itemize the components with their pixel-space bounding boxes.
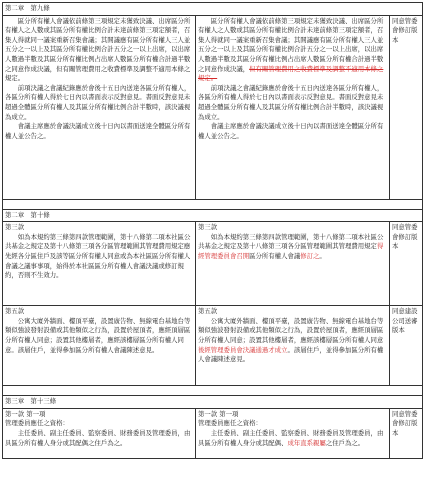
revised-text-cell	[196, 408, 390, 458]
revised-text: 主任委員、副主任委員、監察委員、財務委員及管理委員，由具區分所有權人身分或其配偶、	[198, 428, 384, 447]
table-row	[3, 306, 423, 386]
section-heading: 第三章 第十三條	[3, 396, 423, 409]
revised-paragraph	[198, 233, 387, 262]
clause-label: 第三款	[198, 223, 218, 232]
comparison-document	[2, 2, 422, 459]
review-note: 同意管委會修訂版本	[390, 15, 423, 199]
section-heading-row	[3, 209, 423, 222]
original-paragraph: 前項決議之會議紀錄應於會後十五日內送達各區分所有權人，各區分所有權人得於七日內以書面表示反對意見。書面反對意見未超過全體區分所有權人及其區分所有權比例合計半數時，該決議視為成立。	[5, 83, 191, 121]
original-text-cell	[3, 408, 196, 458]
amended-text: 得經管理委員會召開	[198, 242, 384, 260]
revised-text-cell	[196, 222, 390, 306]
section-heading-row	[3, 396, 423, 409]
section-gap	[3, 386, 423, 396]
revised-paragraph: 會議主席應於會議決議成立後十日內以書面送達全體區分所有權人並公告之。	[198, 122, 384, 140]
revised-text: 。	[319, 251, 326, 260]
clause-label: 第三款	[5, 223, 25, 232]
revised-text-cell	[196, 306, 390, 386]
clause-subheading: 管理委員應任之資格：	[5, 419, 69, 428]
original-text-cell	[3, 15, 196, 199]
section-heading-row	[3, 3, 423, 16]
revised-paragraph: 前項決議之會議紀錄應於會後十五日內送達各區分所有權人，各區分所有權人得於七日內以書面表示反對意見。書面反對意見未超過全體區分所有權人及其區分所有權比例合計半數時，該決議視為成立。	[198, 83, 384, 121]
revised-text: 如為本規約第三條第四款管理範圍，第十八條第二項本社區公共基金之規定及第十八條第三項各分區管理範圍其管理費用規定	[198, 232, 384, 251]
original-text-cell	[3, 222, 196, 306]
revised-text: 。該層住戶，並得參加區分所有權人會議陳述意見。	[198, 345, 384, 364]
revised-paragraph	[198, 17, 387, 84]
amended-text: 後經管理委員會決議通過才成立	[198, 345, 288, 354]
review-note: 同意管委會修訂版本	[390, 408, 423, 458]
original-paragraph: 會議主席應於會議決議成立後十日內以書面送達全體區分所有權人並公告之。	[5, 122, 191, 140]
clause-label: 第一款 第一項	[198, 409, 239, 418]
amended-text: 成年直系親屬	[287, 438, 326, 447]
original-paragraph: 公寓大廈外牆面、樓頂平臺，設置廣告物、無線電台基地台等類似強波發射設備或其他類似之行為，設置於屋頂者，應經頂層區分所有權人同意；設置其他樓層者，應經該樓層區分所有權人同意。該層住戶，並得參加區分所有權人會議陳述意見。	[5, 316, 191, 354]
review-note: 同意建設公司送審版本	[390, 306, 423, 386]
deleted-text: 但有關管理費用之收費標準及調整不適用本條之規定。	[198, 64, 384, 83]
revised-text-cell	[196, 15, 390, 199]
revised-paragraph	[198, 429, 387, 448]
clause-label: 第五款	[5, 307, 25, 316]
section-heading: 第二章 第九條	[3, 3, 423, 16]
original-paragraph: 區分所有權人會議依前條第三項規定未獲致決議、出席區分所有權人之人數或其區分所有權比例合計未達前條第三項定額者，召集人得就同一議案重新召集會議；其開議應有區分所有權人三人並五分之一以上及其區分所有權比例合計五分之一以上出席，以出席人數過半數及其區分所有權比例占出席人數區分所有權合計過半數之同意作成決議，但有關管理費用之收費標準及調整不適用本條之規定。	[5, 16, 191, 83]
clause-label: 第一款 第一項	[5, 409, 46, 418]
clause-label: 第五款	[198, 307, 218, 316]
clause-subheading: 管理委員應任之資格：	[198, 419, 262, 428]
table-row	[3, 15, 423, 199]
section-gap	[3, 199, 423, 209]
amended-text: 修訂之	[300, 251, 320, 260]
revised-text: 區分所有權人會議	[249, 251, 301, 260]
revised-text: 區分所有權人會議依前條第三項規定未獲致決議、出席區分所有權人之人數或其區分所有權比例合計未達前條第三項定額者，召集人得就同一議案重新召集會議；其開議應有區分所有權人三人並五分之一以上及其區分所有權比例合計五分之一以上出席，以出席人數過半數及其區分所有權比例占出席人數區分所有權合計過半數之同意作成決議，	[198, 16, 384, 73]
revised-text: 公寓大廈外牆面、樓頂平臺，設置廣告物、無線電台基地台等類似強波發射設備或其他類似之行為，設置於屋頂者，應經頂層區分所有權人同意；設置其他樓層者，應經該樓層區分所有權人同意	[198, 316, 384, 344]
original-paragraph: 主任委員、副主任委員、監察委員、財務委員及管理委員，由具區分所有權人身分或其配偶之住戶為之。	[5, 428, 191, 447]
table-row	[3, 408, 423, 458]
revised-paragraph	[198, 317, 387, 365]
table-row	[3, 222, 423, 306]
original-text-cell	[3, 306, 196, 386]
original-paragraph: 如為本規約第三條第四款管理範圍，第十八條第二項本社區公共基金之規定及第十八條第三項各分區管理範圍其管理費用規定應先經各分區住戶及該等區分所有權人同意或為本社區區分所有權人會議之議事事項，始得於本社區區分所有權人會議決議或修訂規約，否則不生效力。	[5, 232, 191, 280]
review-note: 同意管委會修訂版本	[390, 222, 423, 306]
comparison-table	[2, 2, 423, 459]
section-heading: 第二章 第十條	[3, 209, 423, 222]
revised-text: 之住戶為之。	[325, 438, 365, 447]
